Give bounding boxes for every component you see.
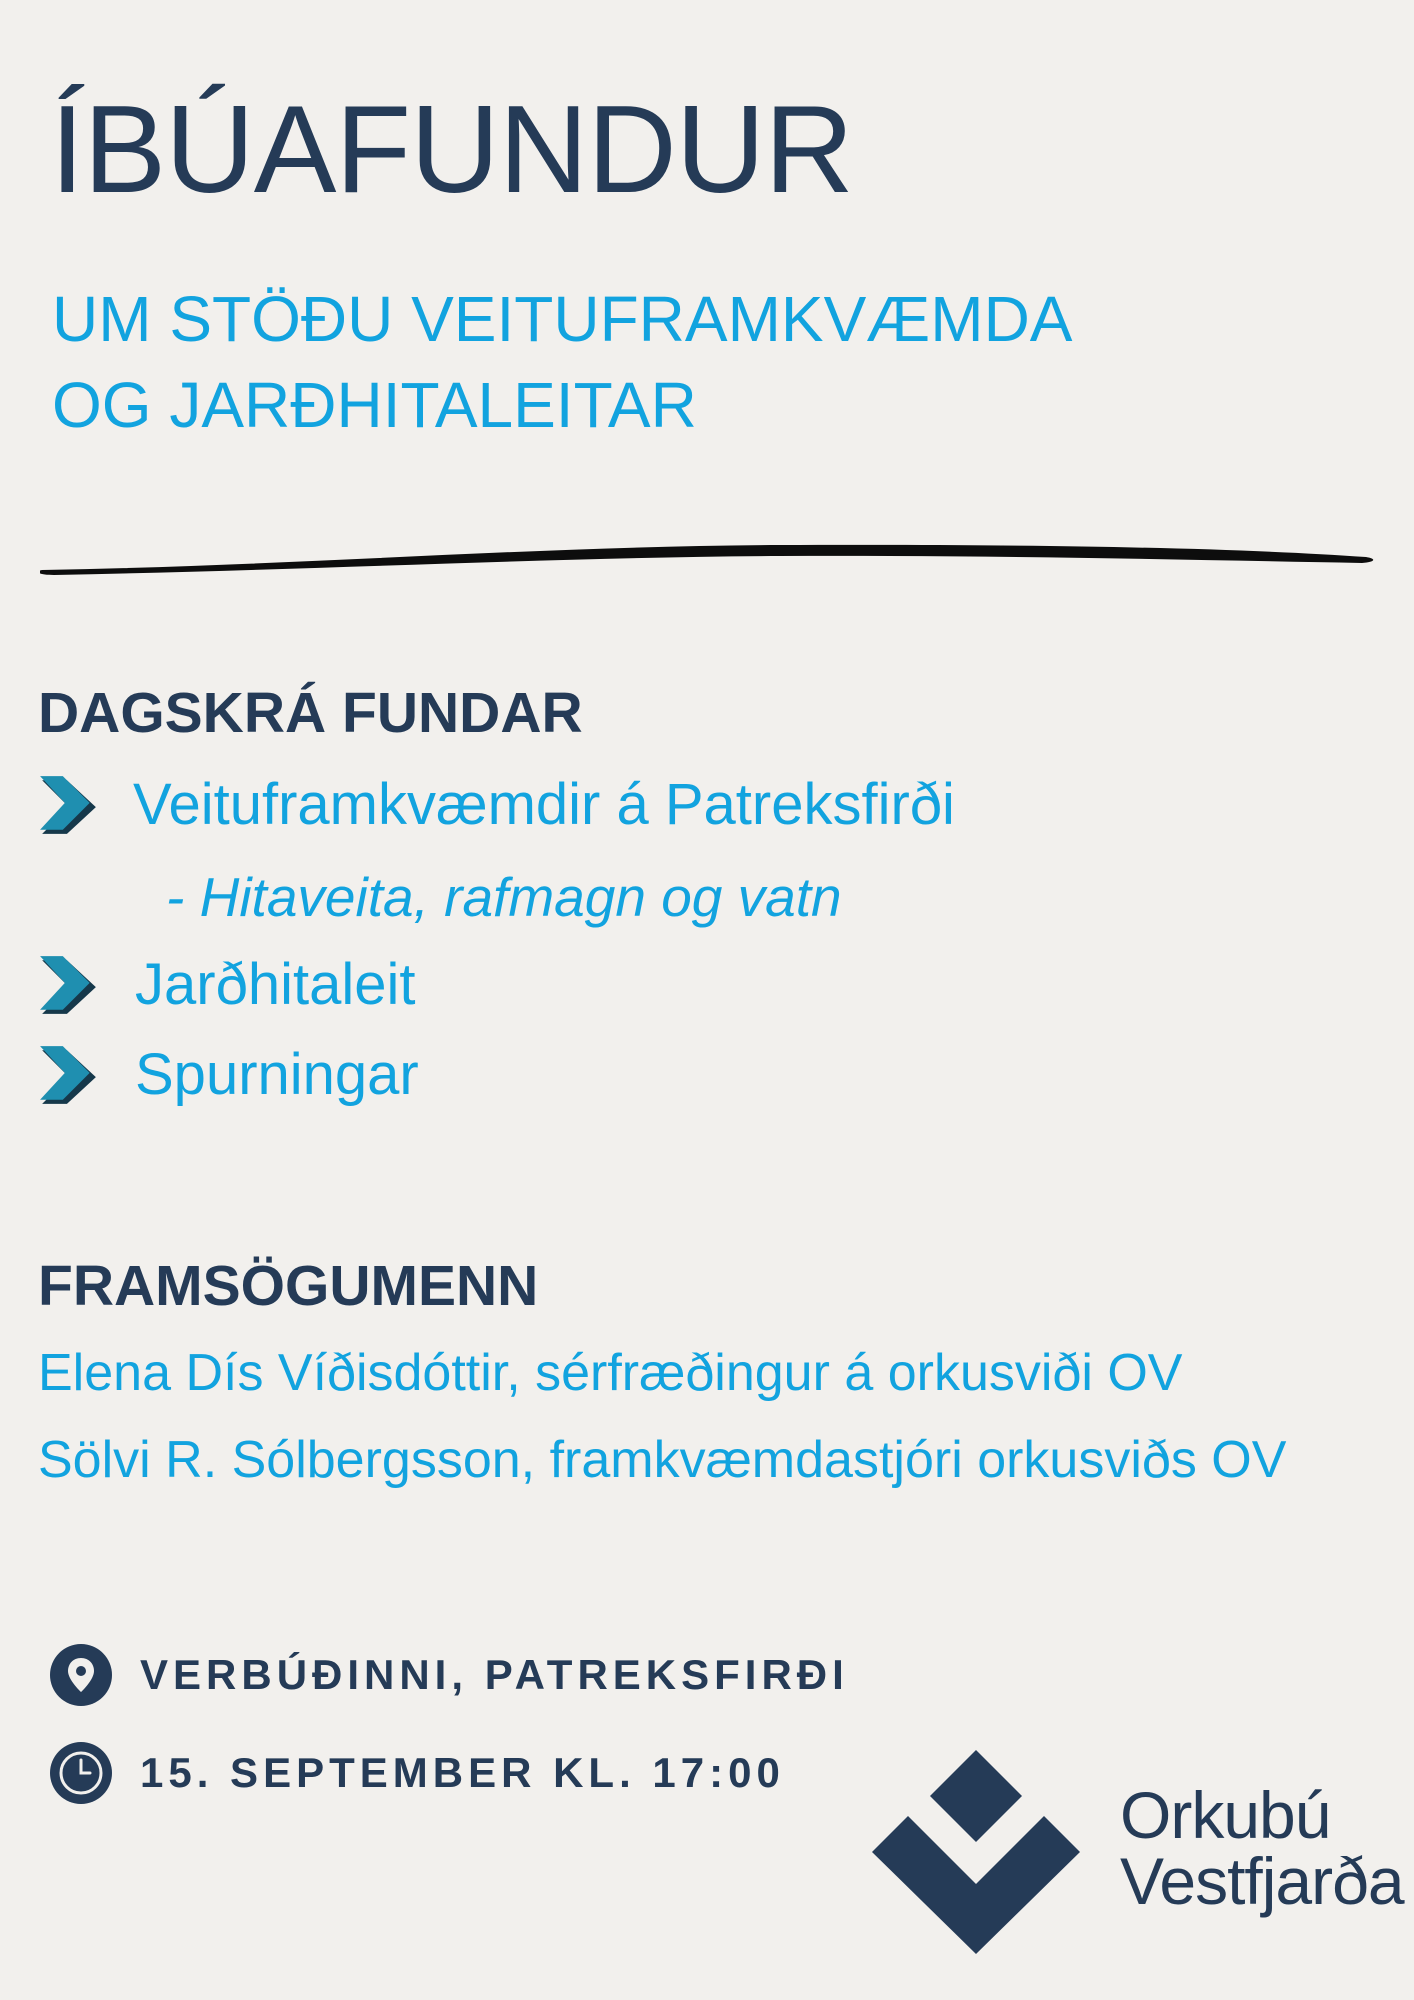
orkubu-logo-icon — [872, 1750, 1080, 1954]
speaker-line: Elena Dís Víðisdóttir, sérfræðingur á orkusviði OV — [38, 1344, 1183, 1402]
logo-line-1: Orkubú — [1120, 1778, 1331, 1852]
datetime-row — [50, 1742, 785, 1804]
speaker-line: Sölvi R. Sólbergsson, framkvæmdastjóri orkusviðs OV — [38, 1431, 1287, 1489]
agenda-item-label: Veituframkvæmdir á Patreksfirði — [133, 772, 955, 837]
agenda-item-label: Jarðhitaleit — [135, 952, 416, 1017]
agenda-item — [38, 1040, 419, 1110]
agenda-heading: DAGSKRÁ FUNDAR — [38, 681, 583, 745]
logo-line-2: Vestfjarða — [1120, 1844, 1404, 1918]
page-subtitle — [52, 276, 1072, 448]
agenda-item-sub: - Hitaveita, rafmagn og vatn — [166, 866, 842, 928]
speakers-heading: FRAMSÖGUMENN — [38, 1254, 539, 1318]
subtitle-line-2: OG JARÐHITALEITAR — [52, 369, 697, 441]
chevron-right-icon — [38, 774, 100, 836]
clock-icon — [50, 1742, 112, 1804]
location-pin-icon — [50, 1644, 112, 1706]
agenda-item — [38, 770, 955, 840]
page-title: ÍBÚAFUNDUR — [50, 81, 853, 219]
chevron-right-icon — [38, 1044, 100, 1106]
chevron-right-icon — [38, 954, 100, 1016]
agenda-item-label: Spurningar — [135, 1042, 419, 1107]
location-row — [50, 1644, 849, 1706]
datetime-text: 15. SEPTEMBER KL. 17:00 — [140, 1749, 785, 1796]
brush-divider — [40, 536, 1380, 576]
agenda-item — [38, 950, 415, 1020]
subtitle-line-1: UM STÖÐU VEITUFRAMKVÆMDA — [52, 283, 1073, 355]
location-text: VERBÚÐINNI, PATREKSFIRÐI — [140, 1651, 849, 1698]
logo-wordmark — [1120, 1778, 1404, 1918]
